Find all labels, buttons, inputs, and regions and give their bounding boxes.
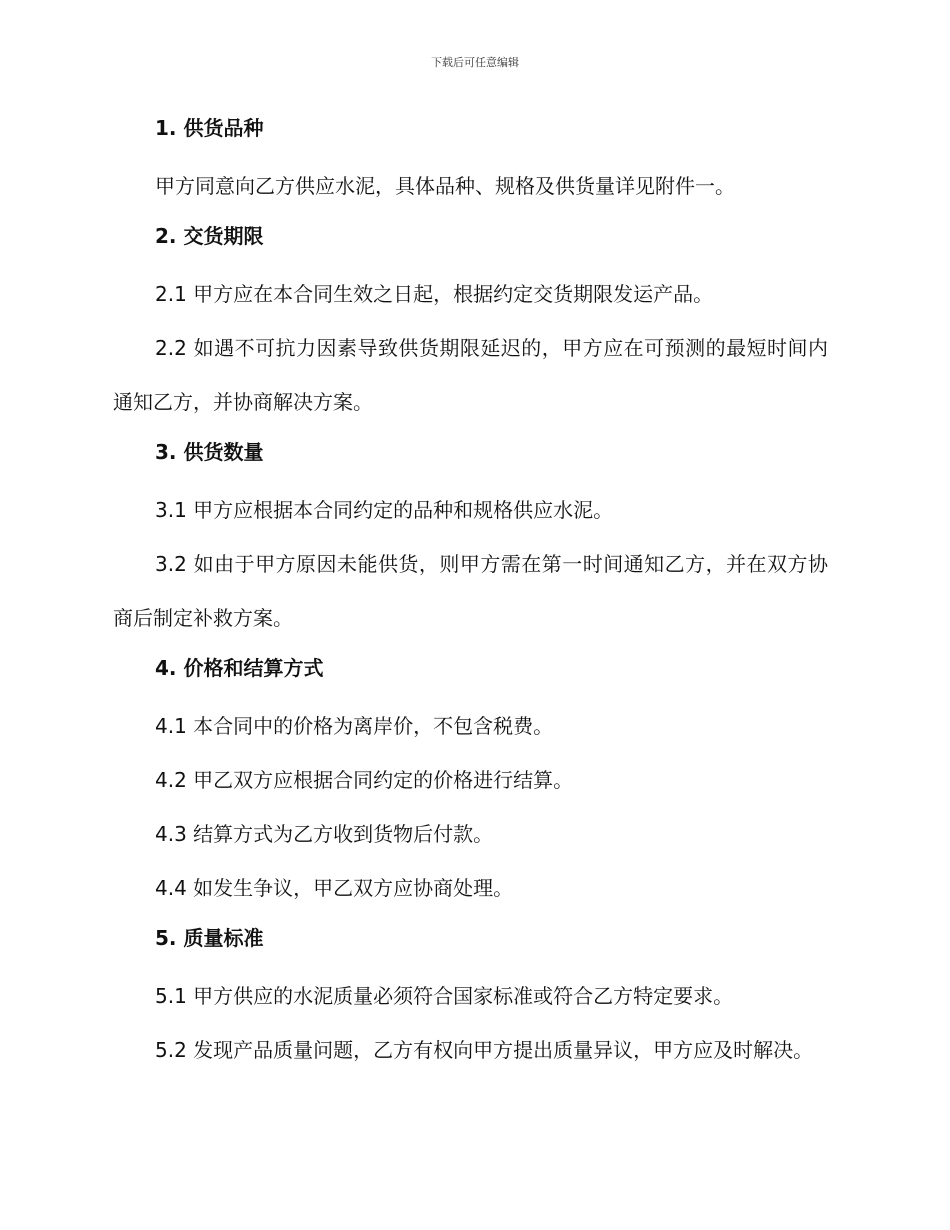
- section-heading: 2. 交货期限: [155, 224, 264, 248]
- paragraph: 5.2 发现产品质量问题，乙方有权向甲方提出质量异议，甲方应及时解决。: [155, 1038, 814, 1062]
- paragraph: 2.2 如遇不可抗力因素导致供货期限延迟的，甲方应在可预测的最短时间内通知乙方，并协商解决方案。: [113, 336, 828, 414]
- section-heading: 4. 价格和结算方式: [155, 656, 324, 680]
- section-quality-standard: [113, 915, 828, 1077]
- section-supply-variety: [113, 105, 828, 213]
- section-heading: 5. 质量标准: [155, 926, 264, 950]
- section-heading: 3. 供货数量: [155, 440, 264, 464]
- section-delivery-period: [113, 213, 828, 429]
- paragraph: 3.1 甲方应根据本合同约定的品种和规格供应水泥。: [155, 498, 614, 522]
- paragraph: 3.2 如由于甲方原因未能供货，则甲方需在第一时间通知乙方，并在双方协商后制定补救方案。: [113, 552, 828, 630]
- paragraph: 4.1 本合同中的价格为离岸价，不包含税费。: [155, 714, 554, 738]
- paragraph: 4.3 结算方式为乙方收到货物后付款。: [155, 822, 494, 846]
- paragraph: 4.2 甲乙双方应根据合同约定的价格进行结算。: [155, 768, 574, 792]
- paragraph: 4.4 如发生争议，甲乙双方应协商处理。: [155, 876, 514, 900]
- paragraph: 5.1 甲方供应的水泥质量必须符合国家标准或符合乙方特定要求。: [155, 984, 734, 1008]
- section-heading: 1. 供货品种: [155, 116, 264, 140]
- section-price-settlement: [113, 645, 828, 915]
- section-supply-quantity: [113, 429, 828, 645]
- paragraph: 甲方同意向乙方供应水泥，具体品种、规格及供货量详见附件一。: [155, 174, 735, 198]
- document-body: [113, 105, 828, 1077]
- paragraph: 2.1 甲方应在本合同生效之日起，根据约定交货期限发运产品。: [155, 282, 714, 306]
- page-header: 下载后可任意编辑: [431, 56, 519, 69]
